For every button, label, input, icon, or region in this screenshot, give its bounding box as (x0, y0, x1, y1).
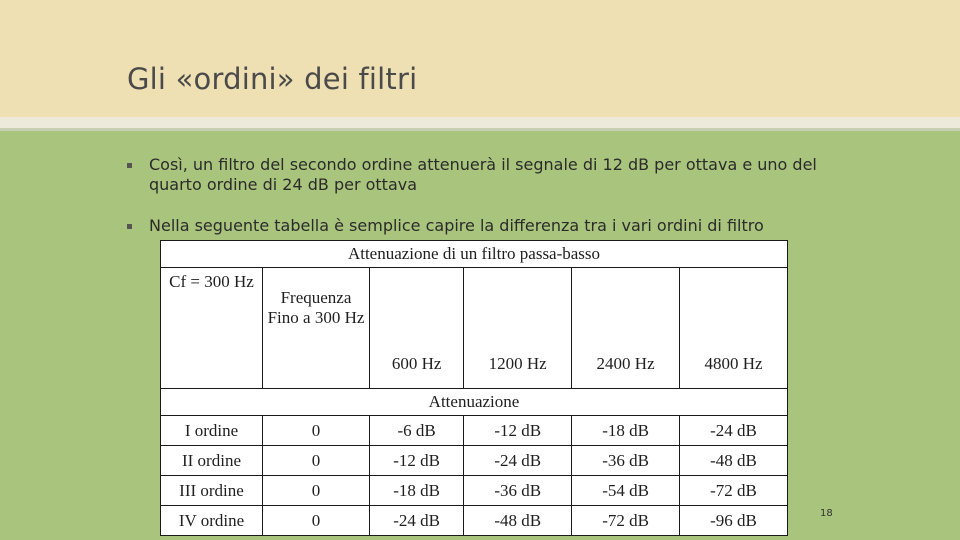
attenuation-value: -72 dB (572, 506, 680, 536)
attenuation-value: -24 dB (464, 446, 572, 476)
frequency-cell: 1200 Hz (464, 268, 572, 389)
order-label: I ordine (161, 416, 263, 446)
bullet-square-icon (127, 163, 132, 168)
base-value: 0 (263, 446, 370, 476)
attenuation-value: -72 dB (680, 476, 788, 506)
slide-header (0, 0, 960, 117)
bullet-text: Così, un filtro del secondo ordine attenuerà il segnale di 12 dB per ottava e uno del quarto ordine di 24 dB per ottava (149, 155, 817, 194)
table-row (161, 476, 788, 506)
base-value: 0 (263, 416, 370, 446)
base-value: 0 (263, 476, 370, 506)
bullet-text: Nella seguente tabella è semplice capire la differenza tra i vari ordini di filtro (149, 216, 764, 235)
filter-order-table (160, 240, 788, 536)
header-divider-band (0, 117, 960, 128)
frequency-cell: 600 Hz (370, 268, 464, 389)
frequency-header-cell: Frequenza Fino a 300 Hz (263, 268, 370, 389)
table-row (161, 446, 788, 476)
table-row (161, 506, 788, 536)
table-row (161, 416, 788, 446)
page-number: 18 (820, 508, 833, 519)
attenuation-value: -48 dB (464, 506, 572, 536)
attenuation-value: -18 dB (370, 476, 464, 506)
attenuation-value: -12 dB (370, 446, 464, 476)
attenuation-value: -36 dB (572, 446, 680, 476)
attenuation-value: -24 dB (370, 506, 464, 536)
attenuation-value: -54 dB (572, 476, 680, 506)
bullet-item-2 (127, 216, 827, 236)
attenuation-value: -36 dB (464, 476, 572, 506)
bullet-square-icon (127, 224, 132, 229)
slide-title: Gli «ordini» dei filtri (127, 62, 418, 96)
bullet-item-1 (127, 155, 827, 195)
attenuation-value: -96 dB (680, 506, 788, 536)
frequency-cell: 4800 Hz (680, 268, 788, 389)
attenuation-value: -24 dB (680, 416, 788, 446)
base-value: 0 (263, 506, 370, 536)
frequency-cell: 2400 Hz (572, 268, 680, 389)
order-label: III ordine (161, 476, 263, 506)
attenuation-value: -48 dB (680, 446, 788, 476)
attenuation-value: -18 dB (572, 416, 680, 446)
attenuation-value: -12 dB (464, 416, 572, 446)
order-label: II ordine (161, 446, 263, 476)
attenuation-label: Attenuazione (161, 389, 788, 416)
order-label: IV ordine (161, 506, 263, 536)
table-title: Attenuazione di un filtro passa-basso (161, 241, 788, 268)
cutoff-frequency-cell: Cf = 300 Hz (161, 268, 263, 389)
attenuation-value: -6 dB (370, 416, 464, 446)
